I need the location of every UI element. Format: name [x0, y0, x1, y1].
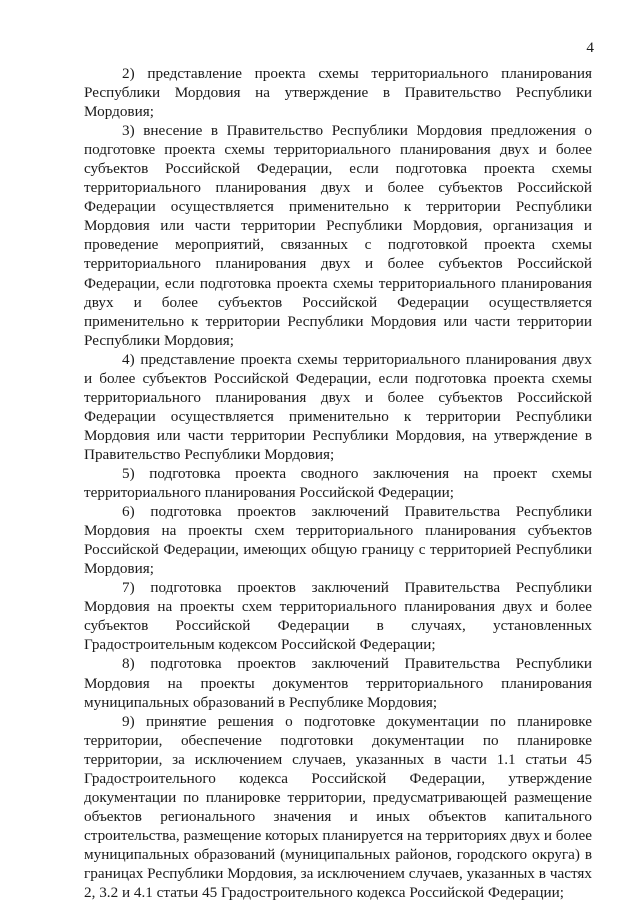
paragraph-item-7: 7) подготовка проектов заключений Правительства Республики Мордовия на проекты схем территориального планирования двух и более субъектов Российской Федерации в случаях, установленных Градостроительным кодексом Российской Федерации;	[84, 579, 592, 654]
paragraph-item-9: 9) принятие решения о подготовке документации по планировке территории, обеспечение подготовки документации по планировке территории, за исключением случаев, указанных в части 1.1 статьи 45 Градостроительного кодекса Российской Федерации, утверждение документации по планировке территории, предусматривающей размещение объектов регионального значения и иных объектов капитального строительства, размещение которых планируется на территориях двух и более муниципальных образований (муниципальных районов, городского округа) в границах Республики Мордовия, за исключением случаев, указанных в частях 2, 3.2 и 4.1 статьи 45 Градостроительного кодекса Российской Федерации;	[84, 712, 592, 902]
paragraph-item-8: 8) подготовка проектов заключений Правительства Республики Мордовия на проекты документов территориального планирования муниципальных образований в Республике Мордовия;	[84, 655, 592, 711]
paragraph-item-2: 2) представление проекта схемы территориального планирования Республики Мордовия на утверждение в Правительство Республики Мордовия;	[84, 65, 592, 121]
paragraph-item-5: 5) подготовка проекта сводного заключения на проект схемы территориального планирования Российской Федерации;	[84, 464, 592, 502]
paragraph-item-3: 3) внесение в Правительство Республики Мордовия предложения о подготовке проекта схемы территориального планирования двух и более субъектов Российской Федерации, если подготовка проекта схемы территориального планирования двух и более субъектов Российской Федерации осуществляется применительно к территории Республики Мордовия или части территории Республики Мордовия, организация и проведение мероприятий, связанных с подготовкой проекта схемы территориального планирования двух и более субъектов Российской Федерации, если подготовка проекта схемы территориального планирования двух и более субъектов Российской Федерации осуществляется применительно к территории Республики Мордовия или части территории Республики Мордовия;	[84, 122, 592, 349]
paragraph-item-6: 6) подготовка проектов заключений Правительства Республики Мордовия на проекты схем территориального планирования субъектов Российской Федерации, имеющих общую границу с территорией Республики Мордовия;	[84, 503, 592, 578]
page-number: 4	[586, 39, 594, 56]
paragraph-item-4: 4) представление проекта схемы территориального планирования двух и более субъектов Российской Федерации, если подготовка проекта схемы территориального планирования двух и более субъектов Российской Федерации осуществляется применительно к территории Республики Мордовия или части территории Республики Мордовия, на утверждение в Правительство Республики Мордовия;	[84, 350, 592, 463]
